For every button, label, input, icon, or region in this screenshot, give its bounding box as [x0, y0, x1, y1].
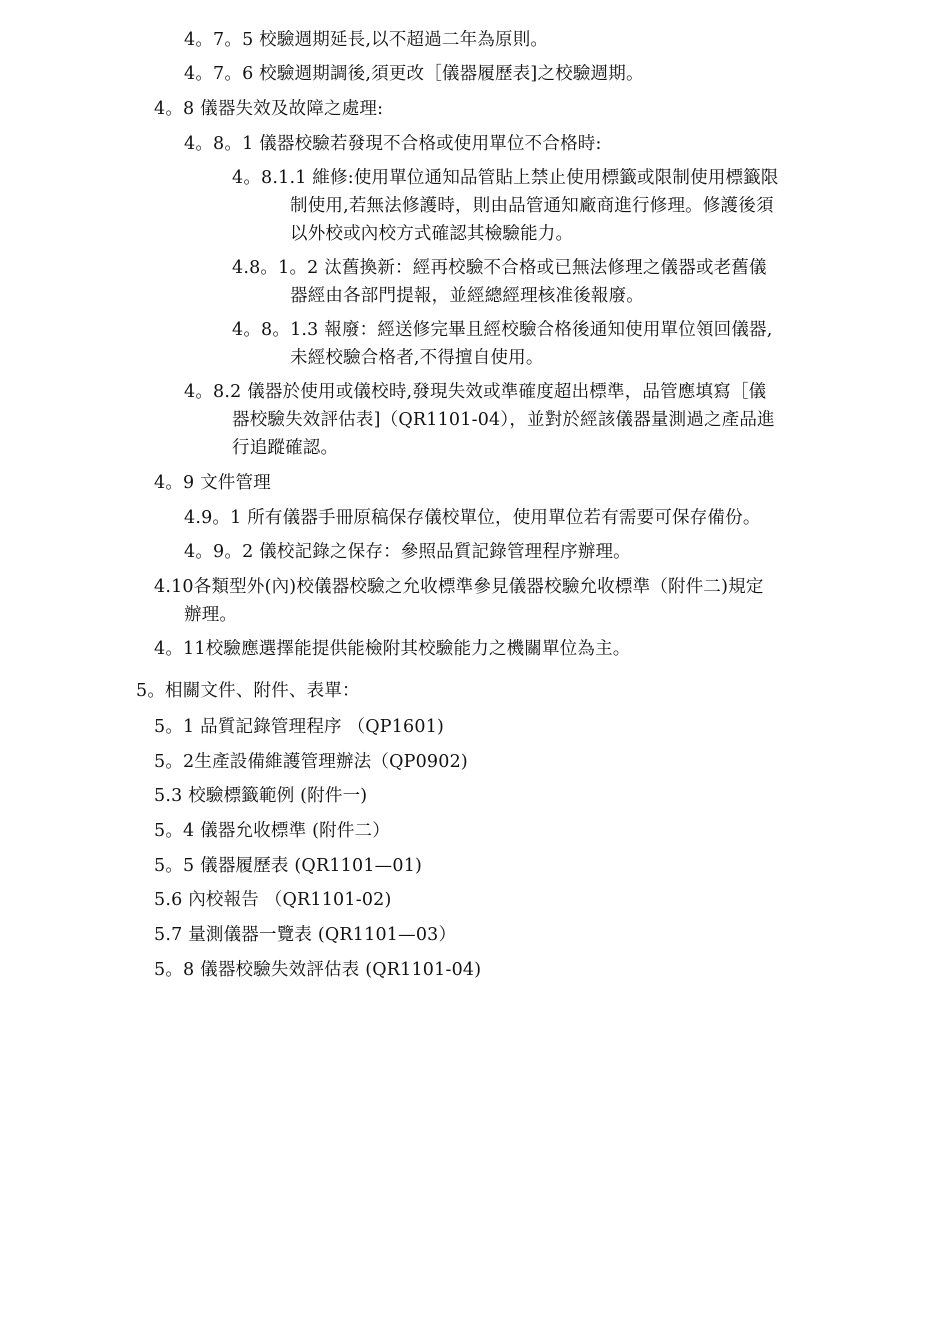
ref-5-8: 5。8 儀器校驗失效評估表 (QR1101-04)	[154, 960, 482, 980]
clause-4-11: 4。11校驗應選擇能提供能檢附其校驗能力之機關單位為主。	[154, 639, 631, 659]
ref-5-4: 5。4 儀器允收標準 (附件二）	[154, 821, 390, 841]
clause-4-10-line-2: 辦理。	[184, 605, 238, 625]
clause-4-8-2	[184, 378, 834, 462]
clause-4-8-1-2-line-2: 器經由各部門提報，並經總經理核准後報廢。	[290, 286, 644, 306]
clause-4-8-1-1-line-2: 制使用,若無法修護時，則由品管通知廠商進行修理。修護後須	[290, 196, 774, 216]
ref-5-3: 5.3 校驗標籤範例 (附件一)	[154, 786, 368, 806]
clause-4-7-6: 4。7。6 校驗週期調後,須更改［儀器履歷表]之校驗週期。	[184, 64, 644, 84]
clause-4-8-1-3-line-2: 未經校驗合格者,不得擅自使用。	[290, 348, 544, 368]
ref-5-6: 5.6 內校報告 （QR1101-02)	[154, 890, 392, 910]
clause-4-8-1-2-first-line: 4.8。1。2 汰舊換新：經再校驗不合格或已無法修理之儀器或老舊儀	[232, 258, 767, 278]
clause-4-8-1-1	[232, 164, 832, 248]
clause-4-8-2-first-line: 4。8.2 儀器於使用或儀校時,發現失效或準確度超出標準，品管應填寫［儀	[184, 382, 767, 402]
clause-4-8-1-1-line-3: 以外校或內校方式確認其檢驗能力。	[290, 224, 574, 244]
ref-5-1: 5。1 品質記錄管理程序 （QP1601)	[154, 717, 445, 737]
clause-4-9-heading: 4。9 文件管理	[154, 473, 271, 493]
ref-5-5: 5。5 儀器履歷表 (QR1101—01)	[154, 856, 423, 876]
clause-4-8-1-1-first-line: 4。8.1.1 維修:使用單位通知品管貼上禁止使用標籤或限制使用標籤限	[232, 168, 779, 188]
section-5-heading: 5。相關文件、附件、表單：	[136, 681, 360, 701]
clause-4-8-1: 4。8。1 儀器校驗若發現不合格或使用單位不合格時:	[184, 134, 602, 154]
clause-4-10	[154, 573, 834, 629]
clause-4-9-1: 4.9。1 所有儀器手冊原稿保存儀校單位，使用單位若有需要可保存備份。	[184, 508, 761, 528]
clause-4-10-first-line: 4.10各類型外(內)校儀器校驗之允收標準參見儀器校驗允收標準（附件二)規定	[154, 577, 764, 597]
ref-5-7: 5.7 量測儀器一覽表 (QR1101—03）	[154, 925, 457, 945]
clause-4-7-5: 4。7。5 校驗週期延長,以不超過二年為原則。	[184, 30, 549, 50]
clause-4-8-heading: 4。8 儀器失效及故障之處理:	[154, 99, 384, 119]
clause-4-9-2: 4。9。2 儀校記錄之保存：參照品質記錄管理程序辦理。	[184, 542, 631, 562]
clause-4-8-2-line-2: 器校驗失效評估表]（QR1101-04），並對於經該儀器量測過之產品進	[232, 410, 775, 430]
ref-5-2: 5。2生產設備維護管理辦法（QP0902)	[154, 752, 468, 772]
clause-4-8-1-2	[232, 254, 832, 310]
clause-4-8-1-3-first-line: 4。8。1.3 報廢：經送修完畢且經校驗合格後通知使用單位領回儀器,	[232, 320, 773, 340]
clause-4-8-2-line-3: 行追蹤確認。	[232, 438, 339, 458]
clause-4-8-1-3	[232, 316, 832, 372]
